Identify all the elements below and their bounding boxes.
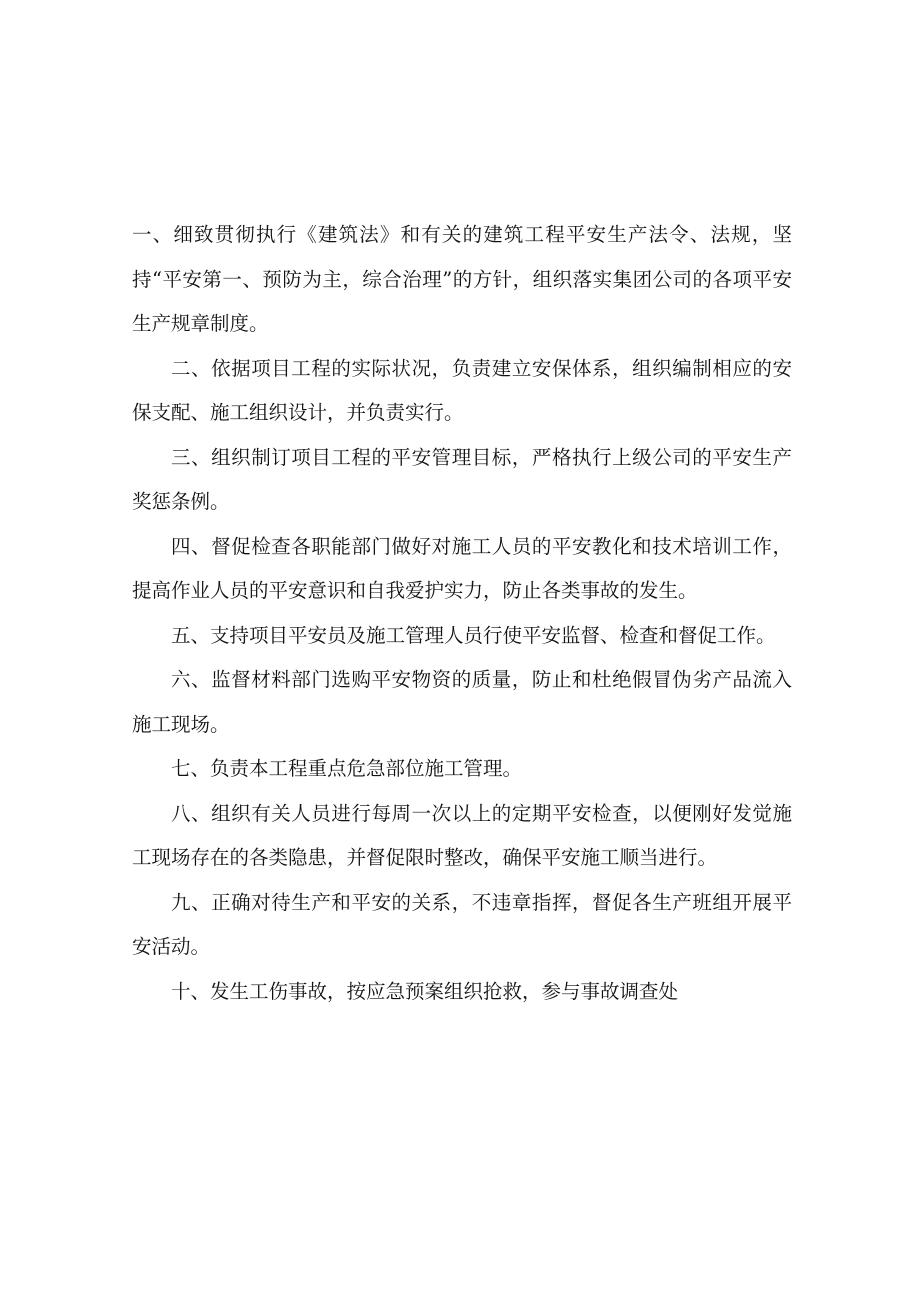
paragraph-8: 八、组织有关人员进行每周一次以上的定期平安检查，以便刚好发觉施工现场存在的各类隐患，并督促限时整改，确保平安施工顺当进行。 — [132, 801, 792, 869]
paragraph-3: 三、组织制订项目工程的平安管理目标，严格执行上级公司的平安生产奖惩条例。 — [132, 445, 792, 513]
paragraph-10: 十、发生工伤事故，按应急预案组织抢救，参与事故调查处 — [171, 979, 679, 1003]
paragraph-2: 二、依据项目工程的实际状况，负责建立安保体系，组织编制相应的安保支配、施工组织设计，并负责实行。 — [132, 356, 792, 424]
paragraph-6: 六、监督材料部门选购平安物资的质量，防止和杜绝假冒伪劣产品流入施工现场。 — [132, 668, 792, 736]
paragraph-7: 七、负责本工程重点危急部位施工管理。 — [171, 757, 523, 780]
paragraph-5: 五、支持项目平安员及施工管理人员行使平安监督、检查和督促工作。 — [171, 623, 776, 647]
document-body — [132, 213, 792, 1014]
paragraph-4: 四、督促检查各职能部门做好对施工人员的平安教化和技术培训工作，提高作业人员的平安意识和自我爱护实力，防止各类事故的发生。 — [132, 534, 792, 602]
paragraph-1: 一、细致贯彻执行《建筑法》和有关的建筑工程平安生产法令、法规，坚持“平安第一、预防为主，综合治理”的方针，组织落实集团公司的各项平安生产规章制度。 — [132, 223, 792, 335]
paragraph-9: 九、正确对待生产和平安的关系，不违章指挥，督促各生产班组开展平安活动。 — [132, 890, 792, 958]
